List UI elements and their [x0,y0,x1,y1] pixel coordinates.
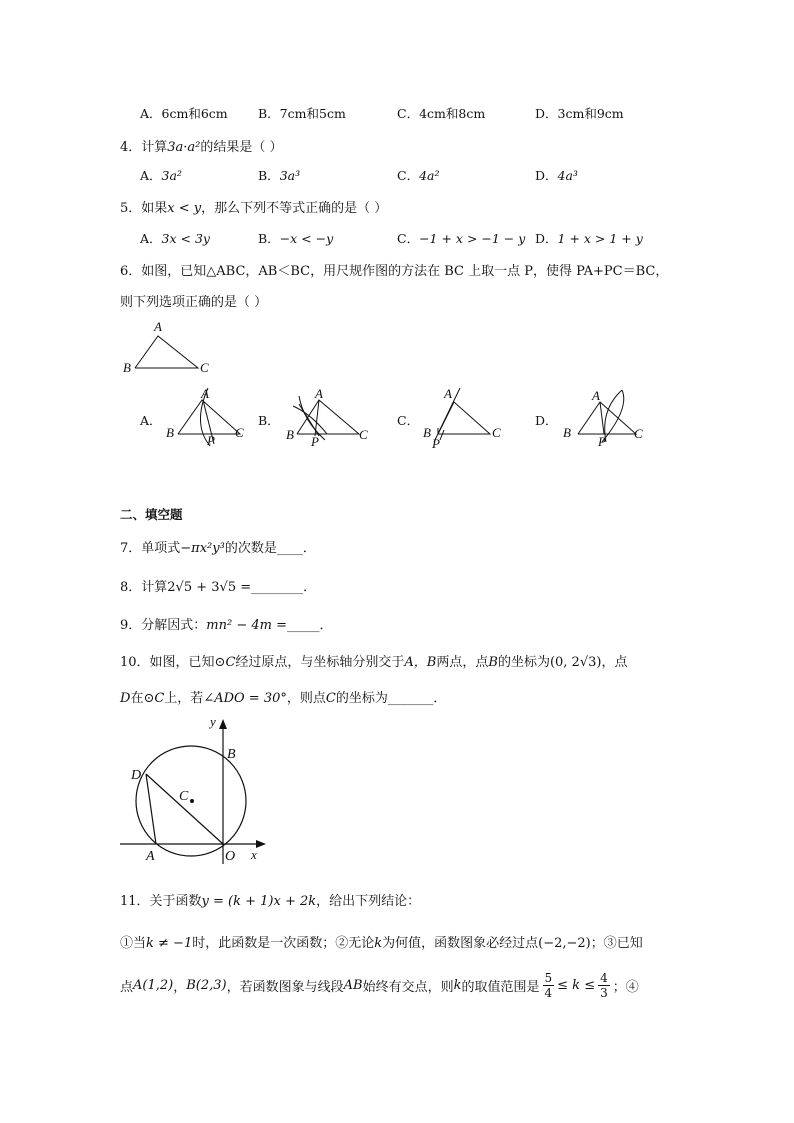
q6b-label-c: C [359,427,368,442]
q10-circle-symbol: ⊙C [214,655,236,670]
q5-condition: x < y [167,201,202,216]
q5-option-a: A．3x < 3y [140,231,210,246]
q10-blank[interactable]: _______ [387,691,434,706]
q6-line-2: 则下列选项正确的是（ ） [120,295,268,310]
q4-option-b: B．3a³ [258,168,301,183]
q3-option-a: A．6cm和6cm [140,106,228,121]
q6a-label-a: A [201,386,209,401]
q11-line-1: 11．关于函数y = (k + 1)x + 2k，给出下列结论： [120,894,421,909]
question-8: 8．计算2√5 + 3√5 =________． [120,580,317,595]
q7-expression: −πx²y³ [180,541,225,556]
q6-label-b: B [123,360,131,375]
q6-option-b-figure [283,384,373,450]
q10-figure [116,712,276,867]
q6c-label-c: C [492,425,501,440]
q5-option-d: D．1 + x > 1 + y [535,231,643,246]
q6d-label-b: B [563,425,571,440]
q6-option-b-label: B． [258,413,280,428]
q11-line-3: 点 A(1,2) ， B(2,3) ，若函数图象与线段 AB 始终有交点，则 k 的取值范围是 $\frac{5}{4}$ ≤ k ≤ $\frac{4}{3}$ ；④ [120,970,639,1000]
q6-line-1: 6．如图，已知△ABC，AB＜BC，用尺规作图的方法在 BC 上取一点 P，使得 PA+PC＝BC， [120,264,669,279]
question-5 [120,197,387,216]
q10-label-a: A [146,849,155,864]
q10-line-1: 10．如图，已知⊙C经过原点，与坐标轴分别交于A，B两点，点B的坐标为(0, 2√3)，点 [120,655,628,670]
q6b-label-p: P [311,434,319,449]
q6-label-c: C [200,360,209,375]
q5-option-b: B．−x < −y [258,231,334,246]
q3-option-d: D．3cm和9cm [535,106,624,121]
q6-option-c-label: C． [397,413,420,428]
q10-angle: ∠ADO = 30° [203,691,287,706]
question-9: 9．分解因式：mn² − 4m =_____． [120,618,333,633]
section-2-title: 二、填空题 [120,507,183,522]
q10-line-2: D在⊙C上，若∠ADO = 30°，则点C的坐标为_______． [120,691,447,706]
q6b-label-b: B [286,427,294,442]
q6c-label-b: B [423,425,431,440]
q11-fraction-2: $\frac{4}{3}$ [600,970,608,1000]
q6-triangle-figure [118,318,218,378]
q10-label-d: D [131,768,142,783]
q6-option-c-figure [420,384,510,450]
q5-stem-pre: 5．如果 [120,201,168,216]
q10-label-c: C [179,789,189,804]
q10-label-x: x [251,847,257,862]
q10-coordinate: (0, 2√3) [549,655,602,670]
q10-label-y: y [210,714,216,729]
q11-fraction-1: $\frac{5}{4}$ [544,970,553,1000]
q8-expression: 2√5 + 3√5 = [167,580,252,595]
q8-blank[interactable]: ________ [251,580,304,595]
q6c-label-a: A [444,386,452,401]
q3-option-c: C．4cm和8cm [397,106,486,121]
q9-expression: mn² − 4m = [206,618,287,633]
q4-option-c: C．4a² [397,168,440,183]
question-7: 7．单项式−πx²y³的次数是____． [120,541,316,556]
q5-stem-post: ，那么下列不等式正确的是（ ） [201,201,388,216]
q6-label-a: A [154,319,162,334]
q9-blank[interactable]: _____ [286,618,320,633]
q11-line-2: ①当k ≠ −1时，此函数是一次函数；②无论k为何值，函数图象必经过点(−2,−2)；③已知 [120,936,643,951]
q6d-label-p: P [598,434,606,449]
question-4 [120,136,283,155]
q6a-label-b: B [166,425,174,440]
q6d-label-c: C [634,426,643,441]
q11-function: y = (k + 1)x + 2k [201,894,317,909]
q5-option-c: C．−1 + x > −1 − y [397,231,526,246]
q4-expression: 3a·a² [167,140,201,155]
q6-option-d-label: D． [535,413,558,428]
q10-label-o: O [225,849,236,864]
q6-option-d-figure [560,384,650,450]
q6a-label-p: P [207,433,215,448]
q4-stem-post: 的结果是（ ） [200,140,283,155]
q4-stem-pre: 4．计算 [120,140,168,155]
q6-option-a-figure [162,384,252,450]
q4-option-a: A．3a² [140,168,182,183]
q3-option-b: B．7cm和5cm [258,106,346,121]
q6c-label-p: P [432,436,440,450]
q4-option-d: D．4a³ [535,168,578,183]
q6b-label-a: A [315,386,323,401]
q6d-label-a: A [592,388,600,403]
q7-blank[interactable]: ____ [276,541,303,556]
q10-label-b: B [227,747,236,762]
q6a-label-c: C [235,425,244,440]
q6-option-a-label: A． [140,413,162,428]
